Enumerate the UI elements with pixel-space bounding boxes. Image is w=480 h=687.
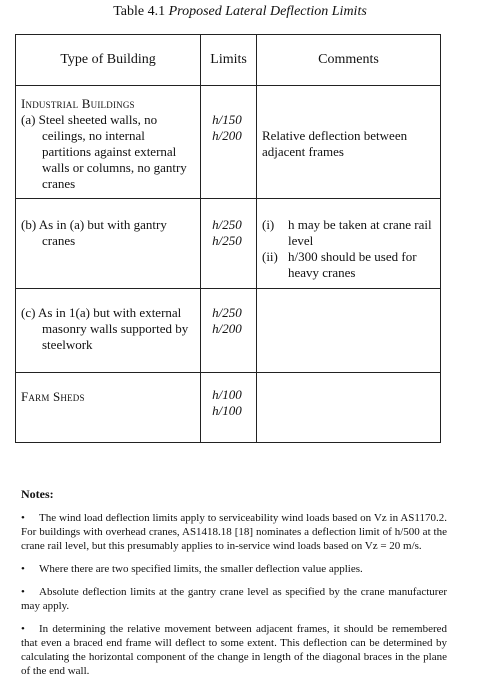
table-caption [0,4,480,20]
limit-value: h/250 [212,217,242,232]
bullet-icon: • [21,623,25,635]
row-item: (a) Steel sheeted walls, no ceilings, no internal partitions against external walls or columns, no gantry cranes [21,112,187,191]
limits-cell [201,86,257,199]
limit-value: h/200 [212,128,242,143]
type-cell [16,373,201,443]
row-heading: Industrial Buildings [21,96,135,111]
note-item [21,562,447,576]
note-text: Where there are two specified limits, the smaller deflection value applies. [39,563,363,575]
limits-cell [201,373,257,443]
bullet-icon: • [21,512,25,524]
row-heading: Farm Sheds [21,389,85,404]
caption-prefix: Table 4.1 [113,4,166,19]
type-cell [16,86,201,199]
table-header-row [16,35,441,86]
limit-value: h/100 [212,403,242,418]
comment-list-item [262,217,436,249]
notes-title: Notes: [21,487,54,501]
bullet-icon: • [21,586,25,598]
note-item [21,585,447,613]
table-row [16,86,441,199]
note-text: In determining the relative movement between adjacent frames, it should be remembered that even a braced end frame will deflect to some extent. This deflection can be determined by calculating the horizontal component of the change in length of the diagonal braces in the plane of the end wall. [21,623,447,677]
row-item: (c) As in 1(a) but with external masonry walls supported by steelwork [21,305,189,352]
bullet-icon: • [21,563,25,575]
limit-value: h/250 [212,305,242,320]
note-item [21,511,447,553]
row-item: (b) As in (a) but with gantry cranes [21,217,167,248]
limits-cell [201,199,257,289]
comments-cell [256,289,440,373]
comment-text: Relative deflection between adjacent frames [261,128,408,159]
comment-list-item [262,249,436,281]
table-row [16,373,441,443]
limit-value: h/150 [212,112,242,127]
comment-number: (i) [261,217,275,232]
comments-cell [256,199,440,289]
limit-value: h/200 [212,321,242,336]
caption-title: Proposed Lateral Deflection Limits [168,4,367,19]
type-cell [16,289,201,373]
notes-section [21,487,447,687]
note-text: Absolute deflection limits at the gantry crane level as specified by the crane manufacturer may apply. [21,586,447,612]
header-limits: Limits [201,35,257,86]
deflection-limits-table [15,34,441,443]
header-comments: Comments [256,35,440,86]
limit-value: h/100 [212,387,242,402]
limits-cell [201,289,257,373]
header-type-of-building: Type of Building [16,35,201,86]
limit-value: h/250 [212,233,242,248]
comment-text: h/300 should be used for heavy cranes [287,249,417,280]
table-row [16,289,441,373]
comments-cell [256,86,440,199]
note-text: The wind load deflection limits apply to serviceability wind loads based on Vz in AS1170.2. For buildings with overhead cranes, AS1418.18 [18] nominates a deflection limit of h/500 at the crane rail level, but this presumably applies to in-service wind loads based on Vz = 20 m/s. [21,512,447,552]
note-item [21,622,447,678]
comment-text: h may be taken at crane rail level [287,217,432,248]
table-row [16,199,441,289]
type-cell [16,199,201,289]
comments-cell [256,373,440,443]
comment-number: (ii) [261,249,278,264]
